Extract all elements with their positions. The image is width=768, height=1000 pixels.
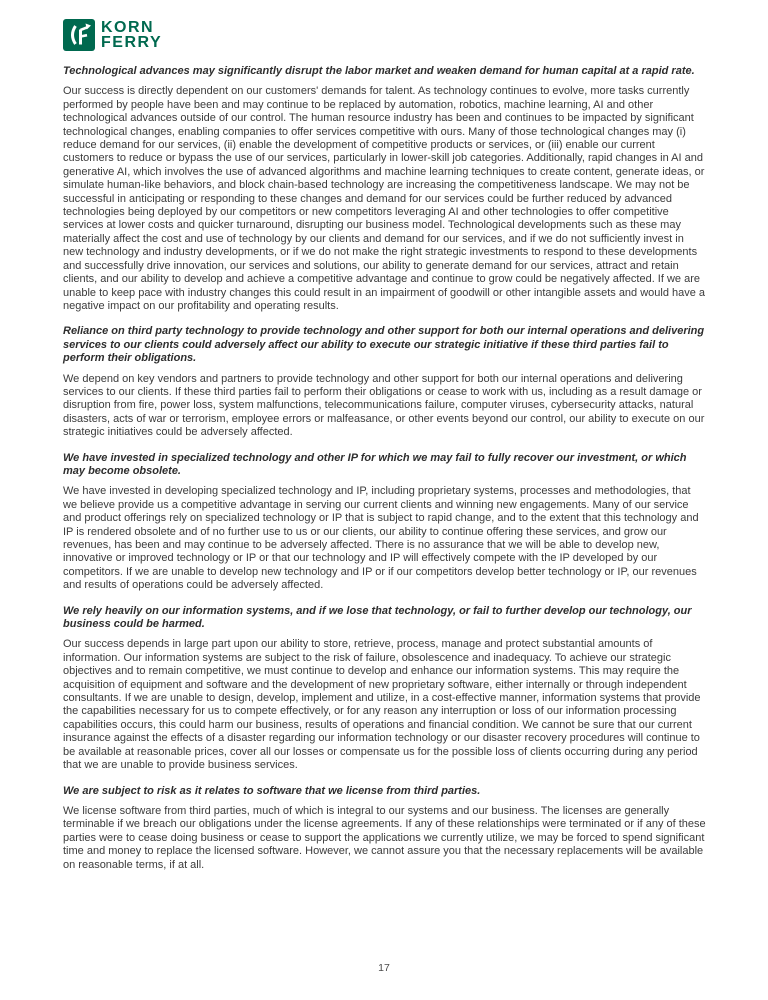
page-number: 17 [378,962,390,974]
risk-section-licensed-software [63,785,706,872]
risk-paragraph: Our success is directly dependent on our customers' demands for talent. As technology continues to evolve, more tasks currently performed by people have been and may continue to be replaced by automation, robotics, machine learning, AI and other technological advances outside of our control. The human resource industry has been and continues to be impacted by significant technological changes, enabling companies to offer services competitive with ours. Many of those technological changes may (i) reduce demand for our services, (ii) enable the development of competitive products or services, or (iii) enable our current customers to reduce or bypass the use of our services, particularly in lower-skill job categories. Additionally, rapid changes in AI and generative AI, which involves the use of advanced algorithms and machine learning techniques to create content, generate ideas, or simulate human-like behaviors, and block chain-based technology are increasing the competitiveness landscape. We may not be successful in anticipating or responding to these changes and demand for our services could be further reduced by advanced technologies being deployed by our competitors or new competitors leveraging AI and other technologies to offer competitive services at lower costs and quicker turnaround, disrupting our business model. Technological developments such as these may materially affect the cost and use of technology by our clients and demand for our services, and if we do not sufficiently invest in new technology and industry developments, or if we do not make the right strategic investments to respond to these developments and successfully drive innovation, our services and solutions, our ability to generate demand for our services, attract and retain clients, and our ability to develop and achieve a competitive advantage and continue to grow could be negatively affected. If we are unable to keep pace with industry changes this could result in an impairment of goodwill or other intangible assets and would have a negative impact on our profitability and operating results. [63,85,706,312]
korn-ferry-logo [63,18,706,52]
risk-heading: We have invested in specialized technology and other IP for which we may fail to fully recover our investment, or which may become obsolete. [63,451,687,477]
risk-heading: We rely heavily on our information systems, and if we lose that technology, or fail to further develop our technology, our business could be harmed. [63,604,692,631]
risk-paragraph: We depend on key vendors and partners to provide technology and other support for both our internal operations and delivering services to our clients. If these third parties fail to perform their obligations or cease to work with us, including as a result damage or disruption from fire, power loss, system malfunctions, telecommunications failure, computer viruses, cybersecurity attacks, natural disasters, acts of war or terrorism, employee errors or malfeasance, or other events beyond our control, our ability to execute on our strategic initiatives could be adversely affected. [63,372,705,439]
risk-heading: We are subject to risk as it relates to software that we license from third parties. [63,784,481,797]
risk-heading: Reliance on third party technology to provide technology and other support for both our internal operations and delivering services to our clients could adversely affect our ability to execute our strategic initiative if these third parties fail to perform their obligations. [63,325,705,365]
brand-line1: KORN [101,19,155,36]
risk-heading: Technological advances may significantly disrupt the labor market and weaken demand for human capital at a rapid rate. [63,65,695,77]
risk-paragraph: Our success depends in large part upon our ability to store, retrieve, process, manage and protect substantial amounts of information. Our information systems are subject to the risk of failure, obsolescence and inadequacy. To achieve our strategic objectives and to remain competitive, we must continue to develop and enhance our information systems. This may require the acquisition of equipment and software and the development of new proprietary software, either internally or through independent consultants. If we are unable to design, develop, implement and utilize, in a cost-effective manner, information systems that provide the capabilities necessary for us to compete effectively, or for any reason any interruption or loss of our information processing capabilities occurs, this could harm our business, results of operations and financial condition. We cannot be sure that our current insurance against the effects of a disaster regarding our information technology or our disaster recovery procedures will continue to be available at reasonable prices, cover all our losses or compensate us for the possible loss of clients occurring during any period that we are unable to provide business services. [63,638,701,772]
risk-section-information-systems [63,605,706,773]
risk-paragraph: We have invested in developing specialized technology and IP, including proprietary systems, processes and methodologies, that we believe provide us a competitive advantage in serving our current clients and winning new engagements. Many of our service and product offerings rely on specialized technology or IP that is subject to rapid change, and to the extent that this technology and IP is rendered obsolete and of no further use to us or our clients, our ability to continue offering these services, and grow our revenues, has been and may continue to be adversely affected. There is no assurance that we will be able to develop new, innovative or improved technology or IP or that our technology and IP will effectively compete with the IP developed by our competitors. If we are unable to develop new technology and IP or if our competitors develop better technology or IP, our revenues and results of operations could be adversely affected. [63,485,699,592]
korn-ferry-monogram-icon [63,19,95,51]
risk-section-technological-advances [63,65,706,313]
risk-section-third-party-technology [63,325,706,439]
risk-section-specialized-technology-ip [63,452,706,593]
brand-line2: FERRY [101,34,163,51]
brand-wordmark [101,20,162,50]
risk-paragraph: We license software from third parties, much of which is integral to our systems and our business. The licenses are generally terminable if we breach our obligations under the license agreements. If any of these relationships were terminated or if any of these parties were to cease doing business or cease to support the applications we currently utilize, we may be forced to spend significant time and money to replace the licensed software. However, we cannot assure you that the necessary replacements will be available on reasonable terms, if at all. [63,804,706,871]
page-footer [0,962,768,974]
risk-factors-content [63,65,706,872]
